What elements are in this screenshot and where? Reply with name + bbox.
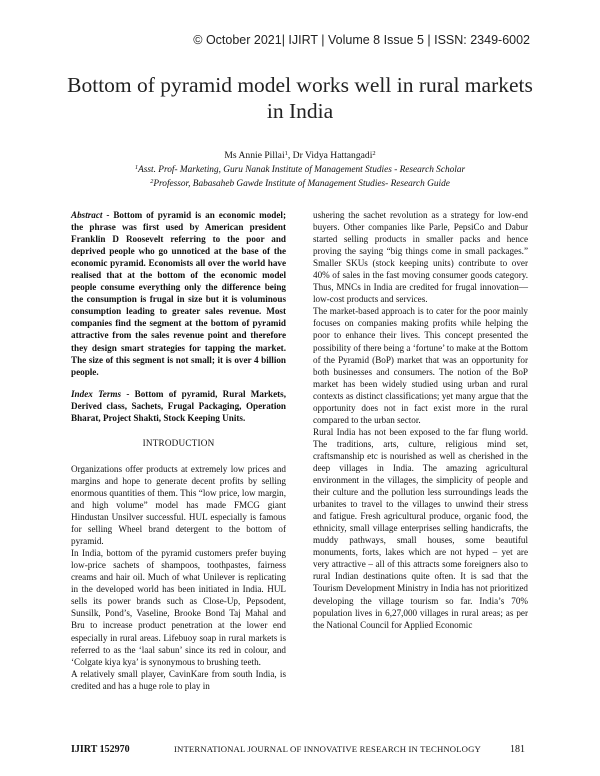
- author-line: [0, 150, 600, 161]
- section-heading-introduction: INTRODUCTION: [142, 437, 215, 448]
- affiliation-1: [0, 165, 600, 175]
- affiliation-1-superscript: 1: [134, 164, 139, 171]
- author-1: Ms Annie Pillai: [224, 150, 285, 161]
- index-terms: [71, 388, 286, 424]
- paragraph: Organizations offer products at extremely low prices and margins and hope to generate decent profits by selling enormous quantities of them. This “low price, low margin, and high volume” model has made FMCG giant Hindustan Unsilver successful. HUL especially is famous for selling Wheel brand detergent to the bottom of pyramid.: [71, 463, 286, 547]
- affiliation-2: [0, 179, 600, 189]
- author-2: Dr Vidya Hattangadi: [292, 150, 373, 161]
- header-citation: © October 2021| IJIRT | Volume 8 Issue 5 | ISSN: 2349-6002: [193, 33, 530, 47]
- author-2-superscript: 2: [372, 150, 376, 157]
- paragraph: Rural India has not been exposed to the far flung world. The traditions, arts, culture, religious mind set, craftsmanship etc is nourished as well as cherished in the deep villages in India. The amazing agricultural environment in the villages, the simplicity of people and their culture and the pollution less surroundings leads the urbanites to travel to the villages to unwind their stress and fatigue. Fresh agricultural produce, organic food, the ethnicity, small village enterprises selling handicrafts, the muddy pathways, small houses, some beautiful monuments, forts, lakes which are not hyped – yet are very attractive – all of this attracts some foreigners also to rural Indian destinations quite often. It is sad that the Tourism Development Ministry in India has not prioritized developing the village tourism so far. India’s 70% population lives in 6,27,000 villages in rural areas; as per the National Council for Applied Economic: [313, 426, 528, 630]
- paragraph: ushering the sachet revolution as a strategy for low-end buyers. Other companies like Parle, PepsiCo and Dabur started selling products in smaller packs and hence proving the saying “big things come in small packages.” Smaller SKUs (stock keeping units) contribute to over 40% of sales in the fast moving consumer goods category. Thus, MNCs in India are credited for frugal innovation—low-cost products and services.: [313, 210, 528, 305]
- paragraph: A relatively small player, CavinKare from south India, is credited and has a huge role to play in: [71, 668, 286, 691]
- abstract-text: - Bottom of pyramid is an economic model; the phrase was first used by American president Franklin D Roosevelt referring to the poor and deprived people who go unnoticed at the base of the economic pyramid. Economists all over the world have realised that at the bottom of the economic model people consume everything only the difference being the consumption is frugal in size but it is voluminous consumption leading to greater sales revenue. Most companies find the segment at the bottom of pyramid attractive from the sales revenue point and therefore they design smart strategies for tapping the market. The size of this segment is not small; it is over 4 billion people.: [71, 210, 286, 377]
- left-column: [71, 209, 286, 692]
- author-1-superscript: 1: [284, 150, 288, 157]
- abstract: [71, 209, 286, 378]
- affiliation-2-text: Professor, Babasaheb Gawde Institute of Management Studies- Research Guide: [153, 179, 450, 189]
- affiliation-2-superscript: 2: [150, 178, 154, 185]
- footer-journal-name: INTERNATIONAL JOURNAL OF INNOVATIVE RESEARCH IN TECHNOLOGY: [174, 744, 481, 754]
- index-terms-text: - Bottom of pyramid, Rural Markets, Derived class, Sachets, Frugal Packaging, Operation Bharat, Project Shakti, Stock Keeping Units.: [71, 388, 286, 423]
- index-terms-label: Index Terms: [71, 388, 122, 399]
- right-column: [313, 209, 528, 631]
- affiliation-1-text: Asst. Prof- Marketing, Guru Nanak Institute of Management Studies - Research Scholar: [138, 165, 466, 175]
- paragraph: In India, bottom of the pyramid customers prefer buying low-price sachets of shampoos, toothpastes, fairness creams and hair oil. Much of what Unilever is replicating in the developed world has been initiated in India. HUL sells its power brands such as Close-Up, Pepsodent, Sunsilk, Pond’s, Vaseline, Brooke Bond Taj Mahal and Bru to increase product penetration at the lower end especially in rural areas. Lifebuoy soap in rural markets is referred to as the ‘laal sabun’ since its red in colour, and ‘Colgate kiya kya’ is synonymous to brushing teeth.: [71, 548, 286, 667]
- footer-page-number: 181: [510, 744, 525, 755]
- abstract-label: Abstract: [71, 210, 103, 220]
- footer-journal-id: IJIRT 152970: [71, 744, 130, 755]
- paper-title: Bottom of pyramid model works well in rural markets in India: [67, 73, 533, 123]
- author-separator: ,: [287, 150, 293, 161]
- paragraph: The market-based approach is to cater for the poor mainly focuses on companies making profits while helping the poor to enhance their lives. This concept presented the possibility of there being a ‘fortune’ to make at the Bottom of the Pyramid (BoP) market that was an opportunity for both businesses and consumers. The notion of the BoP market has been widely studied using urban and rural contexts as distinct classifications; yet many argue that the opportunity does not in fact exist more in the rural compared to the urban sector.: [313, 306, 528, 425]
